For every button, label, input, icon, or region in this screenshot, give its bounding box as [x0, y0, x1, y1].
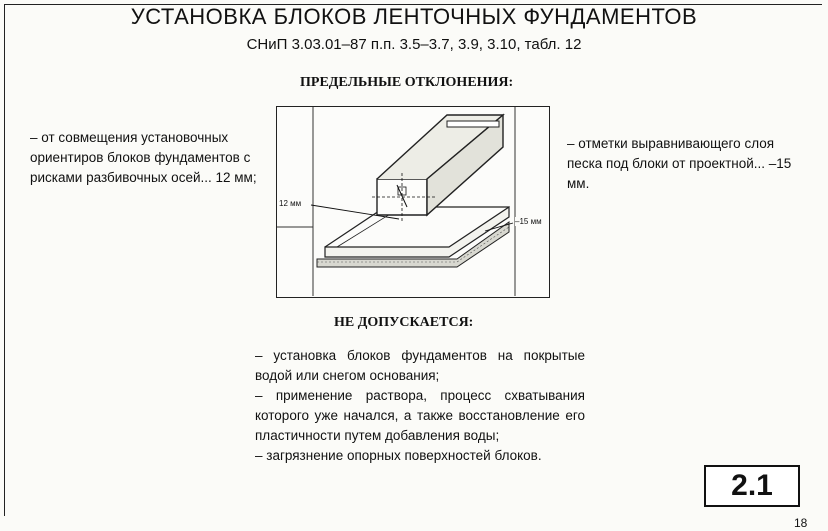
foundation-drawing: [277, 107, 548, 296]
prohibited-heading: НЕ ДОПУСКАЕТСЯ:: [334, 315, 474, 330]
deviations-heading: ПРЕДЕЛЬНЫЕ ОТКЛОНЕНИЯ:: [300, 75, 514, 90]
prohibited-list: [255, 346, 585, 466]
page-subtitle: СНиП 3.03.01–87 п.п. 3.5–3.7, 3.9, 3.10, табл. 12: [246, 36, 582, 53]
page-title: УСТАНОВКА БЛОКОВ ЛЕНТОЧНЫХ ФУНДАМЕНТОВ: [130, 4, 698, 29]
section-number-badge: 2.1: [704, 465, 800, 507]
page-number: 18: [794, 516, 808, 530]
deviation-right-text: – отметки выравнивающего слоя песка под блоки от проектной... –15 мм.: [567, 136, 792, 191]
label-12mm: 12 мм: [279, 199, 302, 208]
block-end-marker: [447, 121, 499, 127]
foundation-diagram: [276, 106, 550, 298]
prohibited-item: – применение раствора, процесс схватывания которого уже начался, а также восстановление его пластичности путем добавления воды;: [255, 388, 585, 443]
deviation-left-text: – от совмещения установочных ориентиров блоков фундаментов с рисками разбивочных осей... 12 мм;: [30, 130, 257, 185]
footing-bevel: [337, 211, 395, 247]
label-minus15mm: –15 мм: [515, 217, 542, 226]
prohibited-item: – загрязнение опорных поверхностей блоков.: [255, 448, 542, 463]
prohibited-item: – установка блоков фундаментов на покрытые водой или снегом основания;: [255, 348, 585, 383]
